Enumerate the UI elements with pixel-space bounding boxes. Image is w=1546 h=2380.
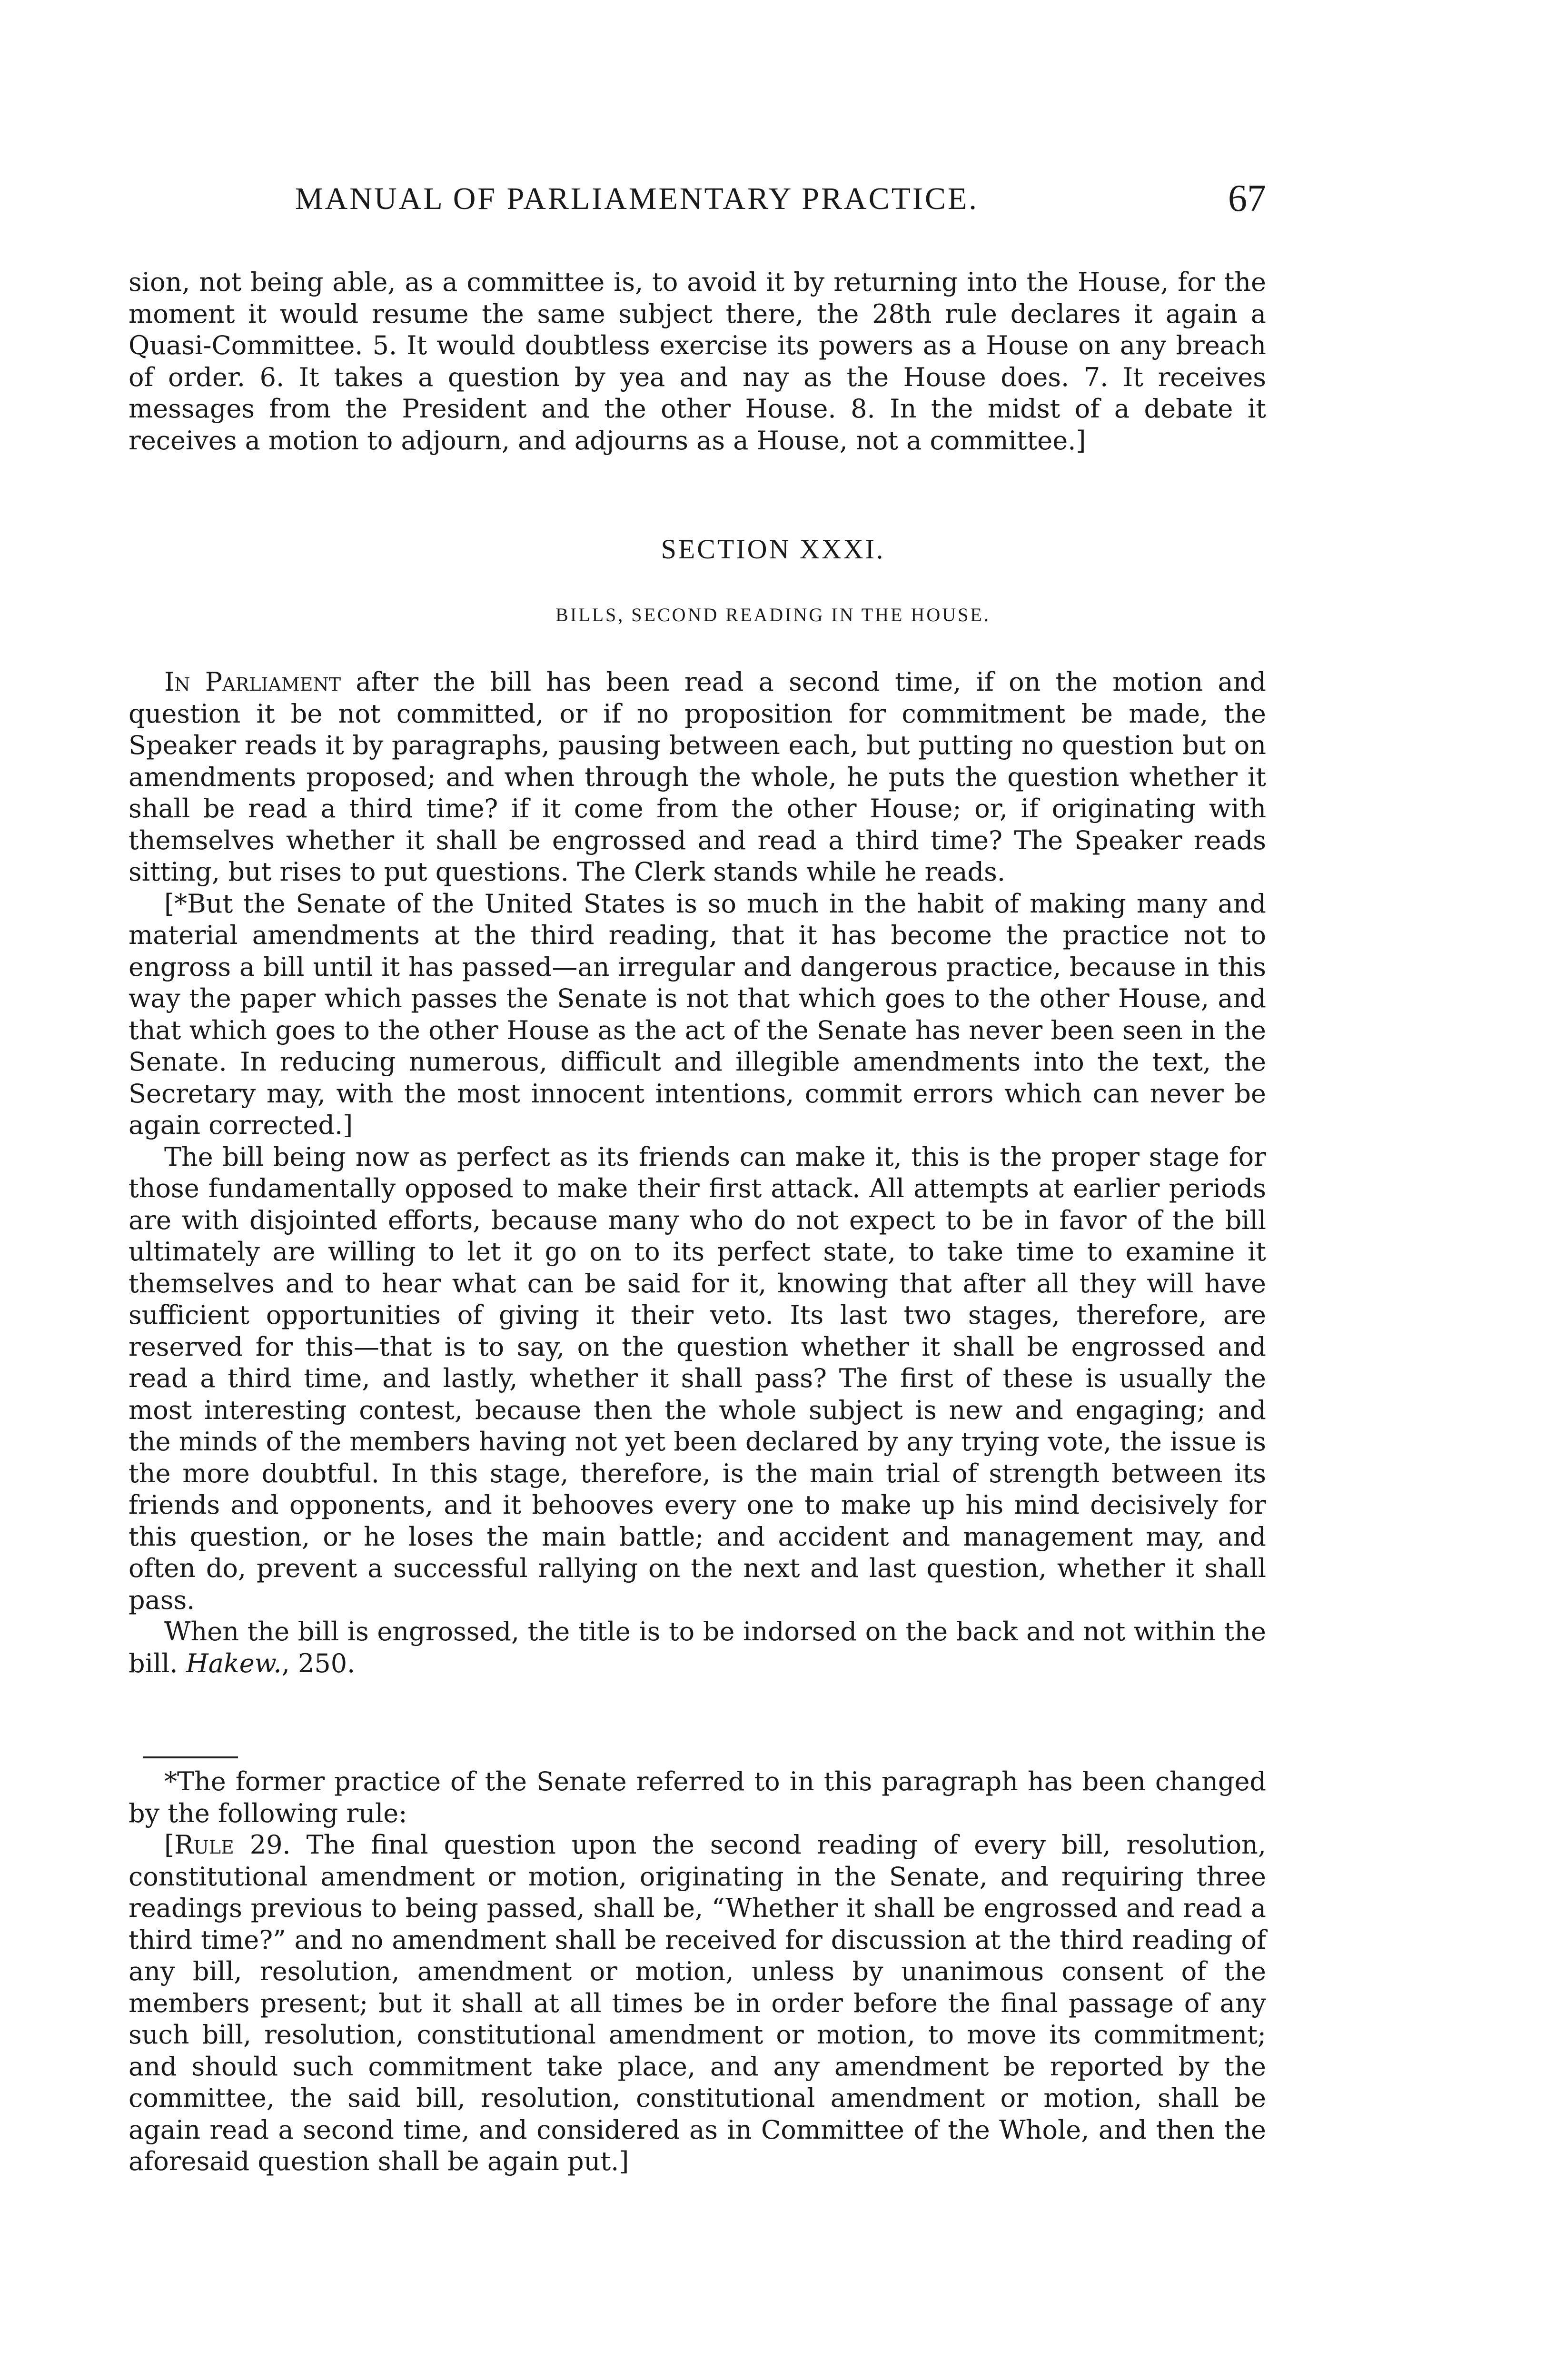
carryover-paragraph-block bbox=[129, 267, 1266, 456]
page-number: 67 bbox=[1228, 178, 1266, 219]
paragraph-2: [*But the Senate of the United States is so much in the habit of making many and material amendments at the third reading, that it has become the practice not to engross a bill until it has passed—an irregular and dangerous practice, because in this way the paper which passes the Senate is not that which goes to the other House, and that which goes to the other House as the act of the Senate has never been seen in the Senate. In reducing numerous, difficult and illegible amendments into the text, the Secretary may, with the most innocent intentions, commit errors which can never be again corrected.] bbox=[129, 888, 1266, 1140]
footnote-intro: *The former practice of the Senate referred to in this paragraph has been changed by the following rule: bbox=[129, 1766, 1266, 1828]
page-header bbox=[295, 178, 1266, 228]
main-text-block bbox=[129, 666, 1266, 1679]
paragraph-1 bbox=[129, 666, 1266, 888]
carryover-paragraph: sion, not being able, as a committee is, to avoid it by returning into the House, for the moment it would resume the same subject there, the 28th rule declares it again a Quasi-Committee. 5. It would doubtless exercise its powers as a House on any breach of order. 6. It takes a question by yea and nay as the House does. 7. It receives messages from the President and the other House. 8. In the midst of a debate it receives a motion to adjourn, and adjourns as a House, not a committee.] bbox=[129, 267, 1266, 456]
footnote-divider bbox=[143, 1756, 238, 1758]
citation-page: , 250. bbox=[281, 1648, 356, 1678]
citation: Hakew. bbox=[186, 1648, 282, 1678]
footnote-rule bbox=[129, 1829, 1266, 2178]
footnote-block bbox=[129, 1766, 1266, 2178]
paragraph-3: The bill being now as perfect as its friends can make it, this is the proper stage for those fundamentally opposed to make their first attack. All attempts at earlier periods are with disjointed efforts, because many who do not expect to be in favor of the bill ultimately are willing to let it go on to its perfect state, to take time to examine it themselves and to hear what can be said for it, knowing that after all they will have sufficient opportunities of giving it their veto. Its last two stages, therefore, are reserved for this—that is to say, on the question whether it shall be engrossed and read a third time, and lastly, whether it shall pass? The first of these is usually the most interesting contest, because then the whole subject is new and engaging; and the minds of the members having not yet been declared by any trying vote, the issue is the more doubtful. In this stage, therefore, is the main trial of strength between its friends and opponents, and it behooves every one to make up his mind decisively for this question, or he loses the main battle; and accident and management may, and often do, prevent a successful rallying on the next and last question, whether it shall pass. bbox=[129, 1141, 1266, 1615]
footnote-rule-text: The final question upon the second reading of every bill, resolution, constitutional amendment or motion, originating in the Senate, and requiring three readings previous to being passed, shall be, “Whether it shall be engrossed and read a third time?” and no amendment shall be received for discussion at the third reading of any bill, resolution, amendment or motion, unless by unanimous consent of the members present; but it shall at all times be in order before the final passage of any such bill, resolution, constitutional amendment or motion, to move its commitment; and should such commitment take place, and any amendment be reported by the committee, the said bill, resolution, constitutional amendment or motion, shall be again read a second time, and considered as in Committee of the Whole, and then the aforesaid question shall be again put.] bbox=[129, 1830, 1266, 2176]
running-head: MANUAL OF PARLIAMENTARY PRACTICE. bbox=[295, 181, 979, 216]
paragraph-1-lead: In Parliament bbox=[164, 667, 341, 697]
paragraph-4 bbox=[129, 1616, 1266, 1679]
paragraph-1-text: after the bill has been read a second time, if on the motion and question it be not committed, or if no proposition for commitment be made, the Speaker reads it by paragraphs, pausing between each, but putting no question but on amendments proposed; and when through the whole, he puts the question whether it shall be read a third time? if it come from the other House; or, if originating with themselves whether it shall be engrossed and read a third time? The Speaker reads sitting, but rises to put questions. The Clerk stands while he reads. bbox=[129, 667, 1266, 887]
paragraph-4-text: When the bill is engrossed, the title is to be indorsed on the back and not within the bill. bbox=[129, 1616, 1266, 1678]
section-title: SECTION XXXI. bbox=[661, 534, 885, 565]
section-subtitle: BILLS, SECOND READING IN THE HOUSE. bbox=[555, 604, 991, 625]
footnote-rule-label: [Rule 29. bbox=[164, 1830, 291, 1860]
